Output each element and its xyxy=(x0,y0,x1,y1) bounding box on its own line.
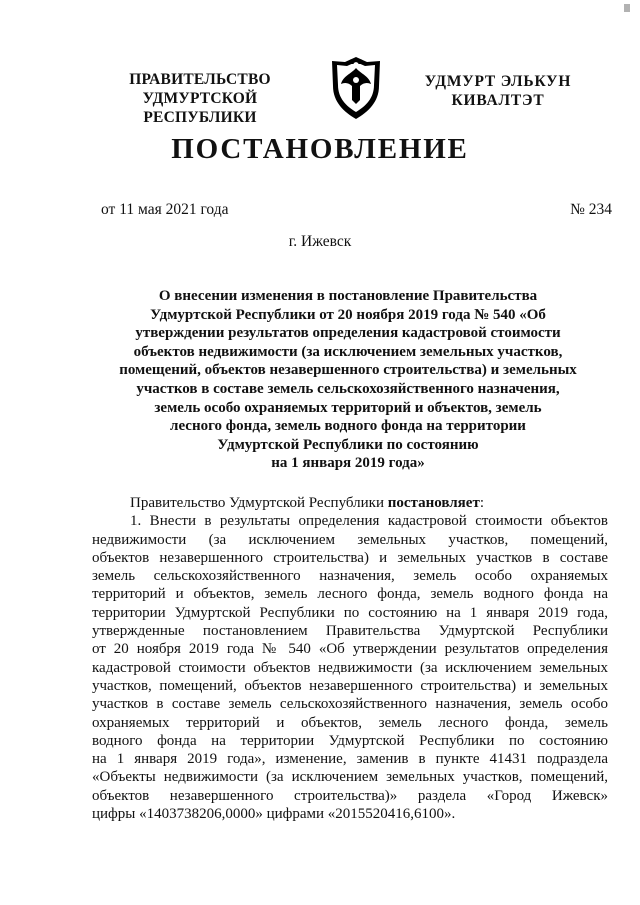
document-title: ПОСТАНОВЛЕНИЕ xyxy=(171,133,469,165)
subject-line: участков в составе земель сельскохозяйственного назначения, xyxy=(136,380,560,397)
body-intro xyxy=(92,494,608,512)
document-number: № 234 xyxy=(570,201,612,218)
subject-line: Удмуртской Республики от 20 ноября 2019 года № 540 «Об xyxy=(150,306,546,323)
body-line: объектов незавершенного строительства)» раздела «Город Ижевск» xyxy=(92,787,608,804)
intro-text: Правительство Удмуртской Республики xyxy=(130,495,388,511)
subject-line: помещений, объектов незавершенного строительства) и земельных xyxy=(119,362,577,379)
body-line: участков, помещений, объектов незавершенного строительства) и земельных xyxy=(92,677,608,694)
body-line: кадастровой стоимости объектов недвижимости (за исключением земельных xyxy=(92,659,608,676)
intro-verb: постановляет xyxy=(387,495,480,511)
subject-line: О внесении изменения в постановление Правительства xyxy=(158,288,538,304)
document-body xyxy=(92,494,608,823)
body-line: цифры «1403738206,0000» цифрами «2015520416,6100». xyxy=(92,806,456,823)
header-left-line1: ПРАВИТЕЛЬСТВО xyxy=(129,71,271,88)
body-line: «Объекты недвижимости (за исключением земельных участков, помещений, xyxy=(92,769,608,786)
subject-line: утверждении результатов определения кадастровой стоимости xyxy=(135,325,561,342)
body-line: утвержденные постановлением Правительства Удмуртской Республики xyxy=(92,623,608,640)
body-line: охраняемых территорий и объектов, земель лесного фонда, земель xyxy=(92,714,608,731)
body-line: участков в составе земель сельскохозяйственного назначения, земель особо xyxy=(92,696,608,713)
header-right-line1: УДМУРТ ЭЛЬКУН xyxy=(424,73,572,90)
subject-line: на 1 января 2019 года» xyxy=(271,455,425,472)
header-left-line2: УДМУРТСКОЙ РЕСПУБЛИКИ xyxy=(142,90,258,126)
body-line: территории Удмуртской Республики по состоянию на 1 января 2019 года, xyxy=(92,604,608,621)
document-subject xyxy=(112,287,584,473)
subject-line: Удмуртской Республики по состоянию xyxy=(217,436,479,453)
header-left xyxy=(90,70,310,127)
body-line: 1. Внести в результаты определения кадастровой стоимости объектов xyxy=(130,513,608,530)
body-line: недвижимости (за исключением земельных участков, помещений, xyxy=(92,531,608,548)
udmurt-coat-of-arms-icon xyxy=(327,56,385,120)
body-line: водного фонда на территории Удмуртской Республики по состоянию xyxy=(92,732,608,749)
document-date: от 11 мая 2021 года xyxy=(101,201,229,218)
subject-line: лесного фонда, земель водного фонда на территории xyxy=(170,418,526,435)
subject-line: земель особо охраняемых территорий и объектов, земель xyxy=(154,399,542,416)
body-line: на 1 января 2019 года», изменение, заменив в пункте 41431 подраздела xyxy=(92,751,608,768)
intro-colon: : xyxy=(479,495,484,511)
subject-line: объектов недвижимости (за исключением земельных участков, xyxy=(133,343,563,360)
header-right-line2: КИВАЛТЭТ xyxy=(451,92,545,109)
body-line: от 20 ноября 2019 года № 540 «Об утверждении результатов определения xyxy=(92,641,608,658)
body-line: объектов незавершенного строительства) и земельных участков в составе xyxy=(92,549,608,566)
body-line: территорий и объектов, земель лесного фонда, земель водного фонда на xyxy=(92,586,608,603)
scan-mark xyxy=(624,4,630,12)
body-line: земель сельскохозяйственного назначения, земель особо охраняемых xyxy=(92,568,608,585)
header-right xyxy=(418,72,578,110)
document-city: г. Ижевск xyxy=(288,233,352,250)
